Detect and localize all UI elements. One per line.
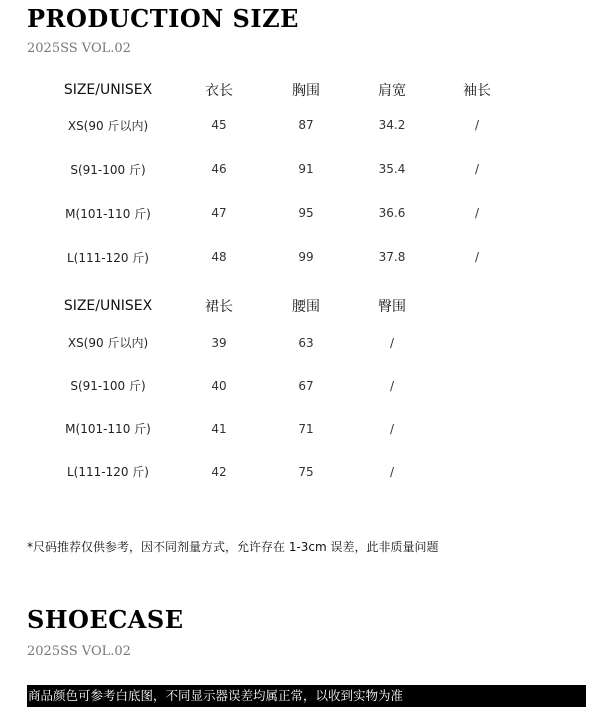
- table-cell: 95: [298, 206, 314, 220]
- table-cell: /: [389, 464, 395, 479]
- table-cell: 35.4: [378, 162, 406, 176]
- showcase-title: SHOECASE: [27, 605, 184, 634]
- table-row: [40, 321, 520, 364]
- table-cell: /: [474, 118, 480, 132]
- size-disclaimer-note: *尺码推荐仅供参考，因不同剂量方式，允许存在 1-3cm 误差，此非质量问题: [27, 540, 439, 554]
- table-cell: 75: [298, 464, 314, 479]
- table-row: [40, 191, 520, 235]
- table-cell: 91: [298, 162, 314, 176]
- table-cell: 40: [211, 378, 227, 393]
- production-size-subtitle: 2025SS VOL.02: [27, 41, 131, 56]
- table-header-row: [40, 291, 520, 321]
- table-cell: 63: [298, 335, 314, 350]
- table-cell: 34.2: [378, 118, 406, 132]
- table-cell: 48: [211, 250, 227, 264]
- header-skirt-length: 裙长: [205, 299, 233, 315]
- header-size-unisex: SIZE/UNISEX: [63, 82, 153, 98]
- header-waist: 腰围: [292, 299, 320, 315]
- size-label: XS(90 斤以内): [67, 336, 149, 350]
- table-cell: 45: [211, 118, 227, 132]
- table-cell: /: [389, 421, 395, 436]
- size-label: S(91-100 斤): [70, 162, 146, 177]
- skirt-size-table: [40, 291, 520, 493]
- table-cell: 46: [211, 162, 227, 176]
- header-chest: 胸围: [292, 83, 320, 99]
- production-size-title: PRODUCTION SIZE: [27, 4, 299, 33]
- showcase-subtitle: 2025SS VOL.02: [27, 644, 131, 659]
- table-row: [40, 103, 520, 147]
- table-row: [40, 364, 520, 407]
- table-cell: /: [389, 378, 395, 393]
- table-cell: 47: [211, 206, 227, 220]
- header-hip: 臀围: [378, 299, 406, 315]
- table-cell: 71: [298, 421, 314, 436]
- header-size-unisex: SIZE/UNISEX: [63, 298, 153, 314]
- table-row: [40, 147, 520, 191]
- table-cell: 67: [298, 378, 314, 393]
- table-row: [40, 407, 520, 450]
- table-cell: /: [474, 206, 480, 220]
- size-label: L(111-120 斤): [66, 250, 149, 265]
- table-cell: /: [389, 335, 395, 350]
- table-cell: 99: [298, 250, 314, 264]
- table-cell: /: [474, 250, 480, 264]
- table-header-row: [40, 77, 520, 103]
- top-size-table: [40, 77, 520, 279]
- header-length: 衣长: [205, 83, 233, 99]
- size-label: XS(90 斤以内): [67, 118, 149, 133]
- table-cell: 37.8: [378, 250, 406, 264]
- table-cell: /: [474, 162, 480, 176]
- table-cell: 42: [211, 464, 227, 479]
- size-label: M(101-110 斤): [65, 206, 151, 221]
- table-cell: 36.6: [378, 206, 406, 220]
- table-row: [40, 235, 520, 279]
- table-cell: 87: [298, 118, 314, 132]
- size-label: M(101-110 斤): [65, 422, 151, 436]
- color-disclaimer-banner: 商品颜色可参考白底图，不同显示器误差均属正常，以收到实物为准: [27, 685, 586, 707]
- header-shoulder: 肩宽: [378, 83, 406, 99]
- header-sleeve: 袖长: [463, 83, 491, 99]
- table-cell: 41: [211, 421, 227, 436]
- table-cell: 39: [211, 335, 227, 350]
- size-label: L(111-120 斤): [66, 465, 149, 479]
- table-row: [40, 450, 520, 493]
- size-label: S(91-100 斤): [70, 379, 146, 393]
